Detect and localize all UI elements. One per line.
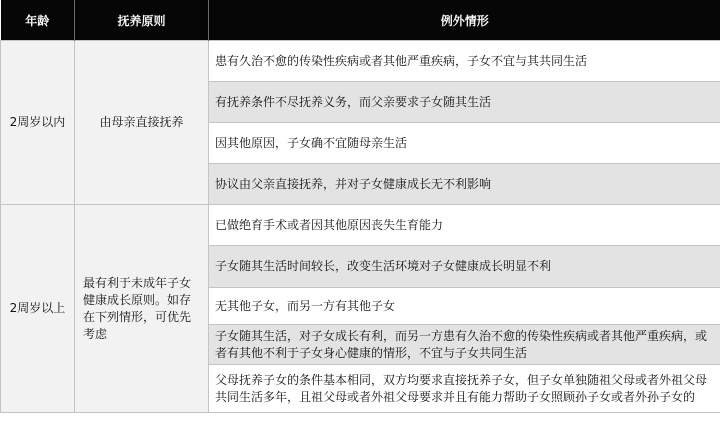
exception-cell: 父母抚养子女的条件基本相同，双方均要求直接抚养子女，但子女单独随祖父母或者外祖父母共同生活多年，且祖父母或者外祖父母要求并且有能力帮助子女照顾孙子女或者外孙子女的	[209, 365, 720, 413]
table-row	[1, 41, 720, 82]
header-principle: 抚养原则	[75, 0, 209, 41]
exception-cell: 子女随其生活，对子女成长有利，而另一方患有久治不愈的传染性疾病或者其他严重疾病，或者有其他不利于子女身心健康的情形，不宜与子女共同生活	[209, 325, 720, 365]
header-age: 年龄	[1, 0, 75, 41]
table-header-row	[1, 0, 720, 41]
principle-cell-over-2	[75, 205, 209, 413]
exception-cell: 患有久治不愈的传染性疾病或者其他严重疾病，子女不宜与其共同生活	[209, 41, 720, 82]
header-exceptions: 例外情形	[209, 0, 720, 41]
exception-cell: 协议由父亲直接抚养，并对子女健康成长无不利影响	[209, 164, 720, 205]
age-cell-under-2: 2周岁以内	[1, 41, 75, 205]
exception-cell: 已做绝育手术或者因其他原因丧失生育能力	[209, 205, 720, 246]
exception-cell: 无其他子女，而另一方有其他子女	[209, 288, 720, 325]
age-cell-over-2: 2周岁以上	[1, 205, 75, 413]
exception-cell: 子女随其生活时间较长，改变生活环境对子女健康成长明显不利	[209, 246, 720, 288]
principle-cell-under-2: 由母亲直接抚养	[75, 41, 209, 205]
exception-cell: 因其他原因，子女确不宜随母亲生活	[209, 123, 720, 164]
table-row	[1, 205, 720, 246]
principle-text-over-2: 最有利于未成年子女健康成长原则。如存在下列情形，可优先考虑	[83, 275, 192, 341]
exception-cell: 有抚养条件不尽抚养义务，而父亲要求子女随其生活	[209, 82, 720, 123]
